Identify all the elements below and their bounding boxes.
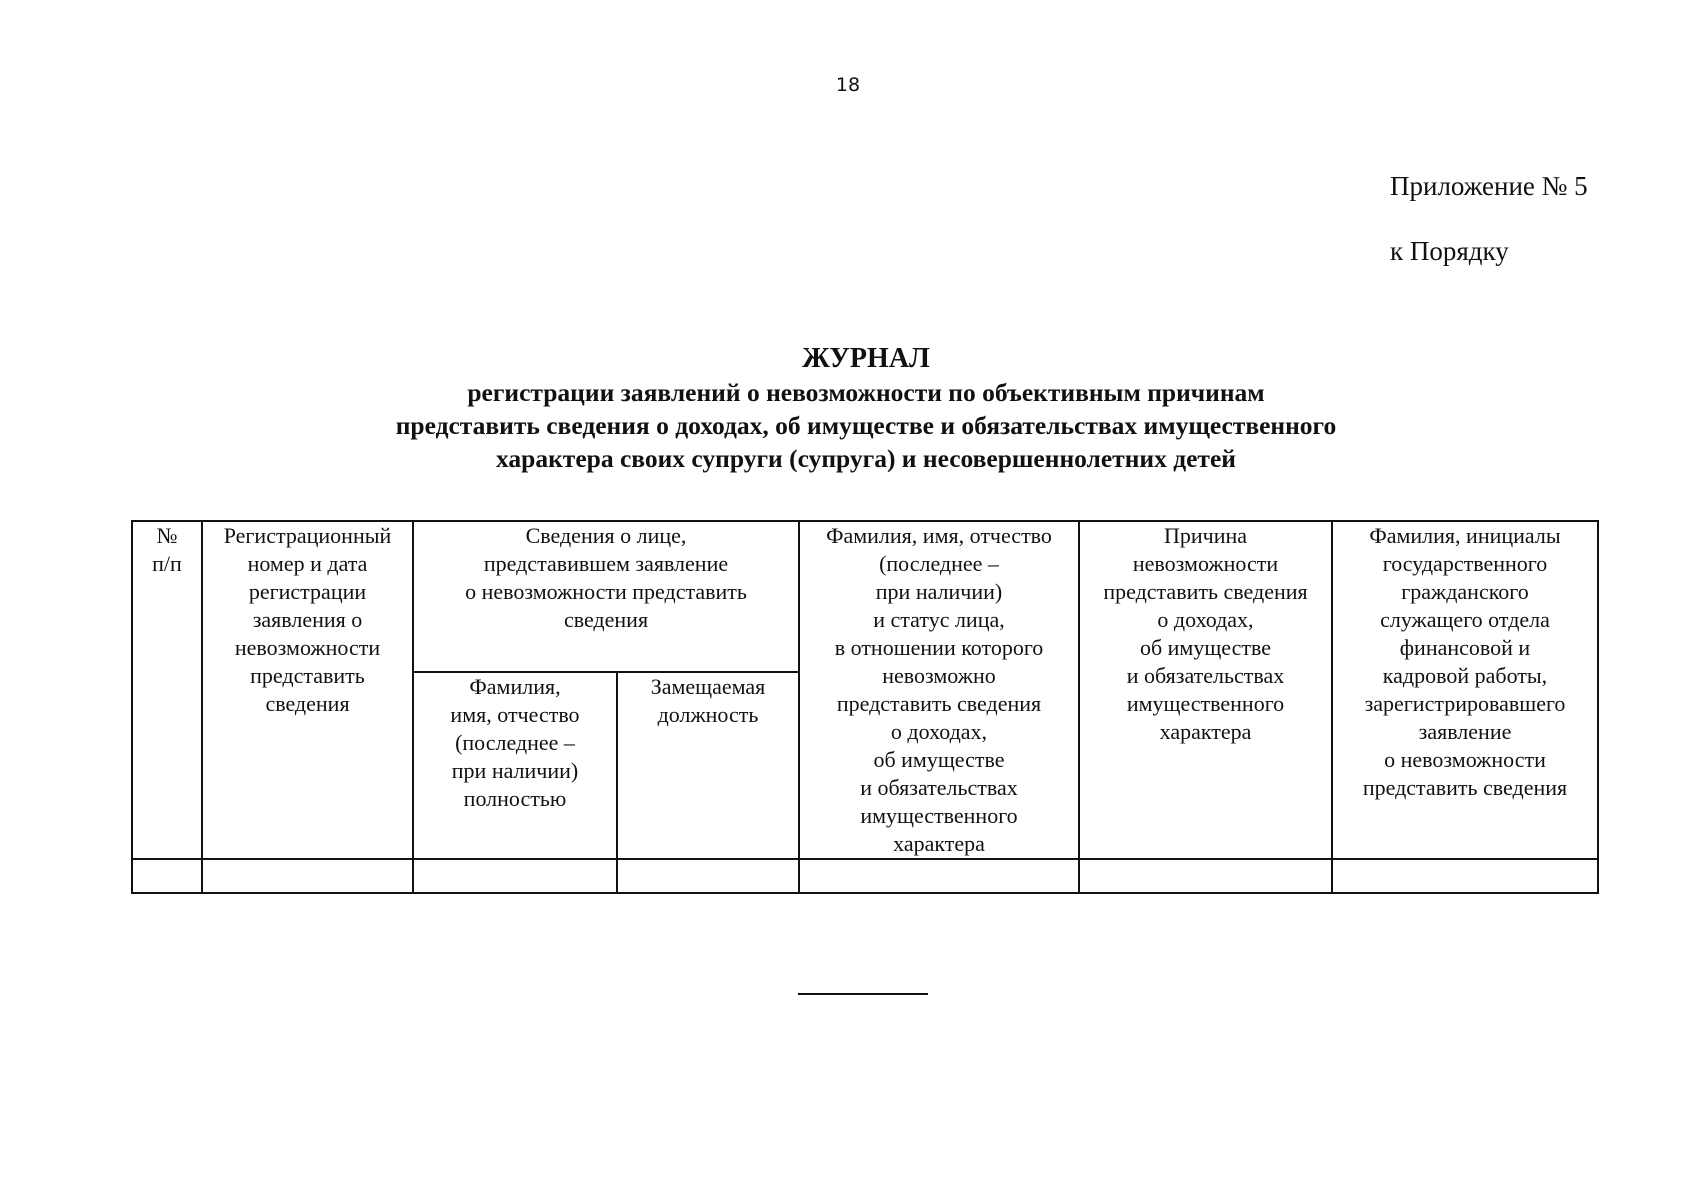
appendix-line-1: Приложение № 5 xyxy=(1390,171,1588,201)
header-registration: Регистрационный номер и дата регистрации заявления о невозможности представить сведения xyxy=(202,521,413,859)
table-cell xyxy=(132,859,202,893)
title-line-3: характера своих супруги (супруга) и несовершеннолетних детей xyxy=(496,444,1236,473)
header-row xyxy=(132,521,1598,672)
title-line-2: представить сведения о доходах, об имуществе и обязательствах имущественного xyxy=(395,411,1337,440)
header-reason: Причина невозможности представить сведения о доходах, об имуществе и обязательствах имущественного характера xyxy=(1079,521,1332,859)
title-line-1: регистрации заявлений о невозможности по объективным причинам xyxy=(467,378,1265,407)
header-relative-name: Фамилия, имя, отчество (последнее – при наличии) и статус лица, в отношении которого невозможно представить сведения о доходах, об имуществе и обязательствах имущественного характера xyxy=(799,521,1079,859)
table-cell xyxy=(617,859,799,893)
header-number: № п/п xyxy=(132,521,202,859)
appendix-reference xyxy=(1390,170,1588,268)
table-cell xyxy=(413,859,617,893)
appendix-line-2: к Порядку xyxy=(1390,236,1509,267)
table-cell xyxy=(1079,859,1332,893)
table-cell xyxy=(1332,859,1598,893)
header-applicant-position: Замещаемая должность xyxy=(617,672,799,859)
title-main: ЖУРНАЛ xyxy=(802,343,930,374)
end-divider xyxy=(798,993,928,995)
header-applicant-group: Сведения о лице, представившем заявление о невозможности представить сведения xyxy=(413,521,799,672)
journal-table xyxy=(131,520,1599,894)
table-cell xyxy=(799,859,1079,893)
page-number: 18 xyxy=(835,74,861,96)
table-row xyxy=(132,859,1598,893)
header-applicant-name: Фамилия, имя, отчество (последнее – при наличии) полностью xyxy=(413,672,617,859)
header-registrar: Фамилия, инициалы государственного гражданского служащего отдела финансовой и кадровой работы, зарегистрировавшего заявление о невозможности представить сведения xyxy=(1332,521,1598,859)
document-title xyxy=(0,342,1696,475)
table-cell xyxy=(202,859,413,893)
